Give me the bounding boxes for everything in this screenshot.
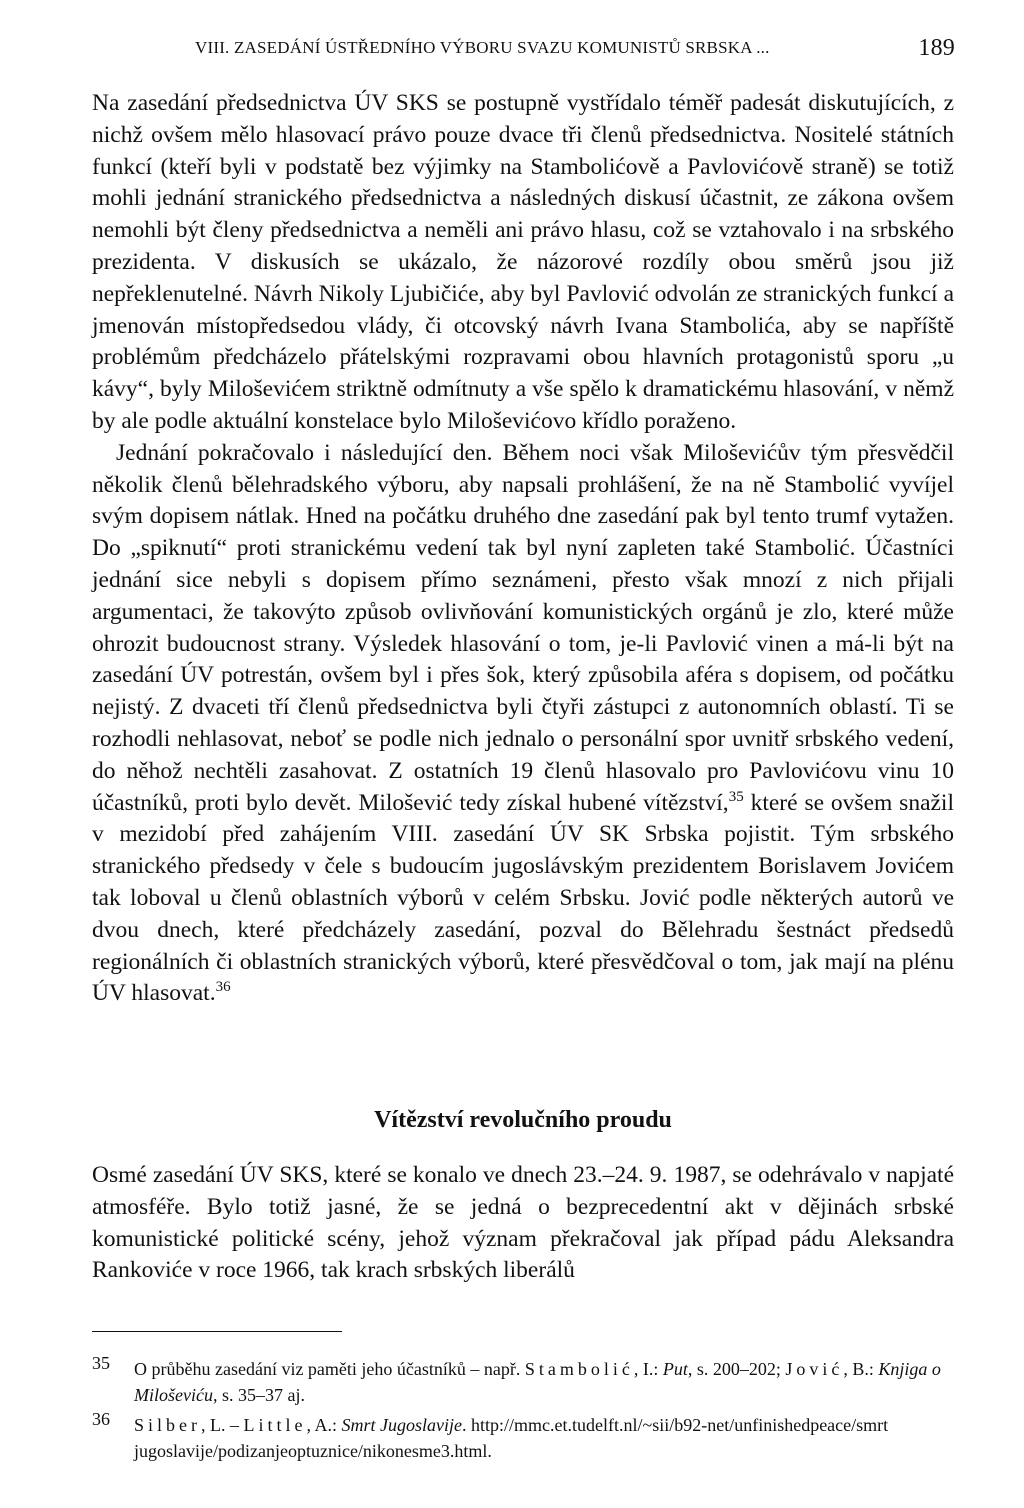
footnote-title: Put — [662, 1359, 688, 1379]
footnote-36 — [92, 1409, 954, 1464]
footnote-divider — [92, 1331, 342, 1332]
footnote-text: , I.: — [633, 1359, 663, 1379]
section-1-body — [92, 88, 954, 1010]
footnote-ref-35[interactable]: 35 — [728, 788, 744, 805]
footnote-text: , A.: — [306, 1415, 342, 1435]
footnote-text: , s. 35–37 aj. — [212, 1385, 305, 1405]
footnote-number: 35 — [92, 1353, 110, 1373]
paragraph-2 — [92, 438, 954, 1010]
paragraph-2-tail: které se ovšem snažil v mezidobí před zahájením VIII. zasedání ÚV SK Srbska pojistit. Tým srbského stranického předsedy v čele s budoucím jugoslávským prezidentem Borislavem Jovićem tak loboval u členů oblastních výborů v celém Srbsku. Jović podle některých autorů ve dvou dnech, které předcházely zasedání, pozval do Bělehradu šestnáct předsedů regionálních či oblastních stranických výborů, které přesvědčoval o tom, jak mají na plénu ÚV hlasovat. — [92, 789, 954, 1007]
page-number: 189 — [918, 35, 955, 61]
footnotes — [92, 1353, 954, 1468]
footnote-text: , s. 200–202; — [687, 1359, 786, 1379]
footnote-author: Silber — [134, 1415, 201, 1435]
footnote-author: Jović — [785, 1359, 844, 1379]
paragraph-1: Na zasedání předsednictva ÚV SKS se postupně vystřídalo téměř padesát diskutujících, z nichž ovšem mělo hlasovací právo pouze dvace tři členů předsednictva. Nositelé státních funkcí (kteří byli v podstatě bez výjimky na Stambolićově a Pavlovićově straně) se totiž mohli jednání stranického předsednictva a následných diskusí účastnit, ze zákona ovšem nemohli být členy předsednictva a neměli ani právo hlasu, což se vztahovalo i na srbského prezidenta. V diskusích se ukázalo, že názorové rozdíly obou směrů jsou již nepřeklenutelné. Návrh Nikoly Ljubičiće, aby byl Pavlović odvolán ze stranických funkcí a jmenován místopředsedou vlády, či otcovský návrh Ivana Stambolića, aby se napříště problémům předcházelo přátelskými rozpravami obou hlavních protagonistů sporu „u kávy“, byly Miloševićem striktně odmítnuty a vše spělo k dramatickému hlasování, v němž by ale podle aktuální konstelace bylo Miloševićovo křídlo poraženo. — [92, 90, 954, 434]
footnote-text: , B.: — [843, 1359, 879, 1379]
footnote-url[interactable]: . http://mmc.et.tudelft.nl/~sii/b92-net/unfinishedpeace/smrt jugoslavije/podizanjeoptuznice/nikonesme3.html. — [134, 1415, 889, 1461]
section-heading: Vítězství revolučního proudu — [374, 1107, 672, 1133]
section-2-body — [92, 1160, 954, 1287]
footnote-number: 36 — [92, 1409, 110, 1429]
footnote-author: Little — [243, 1415, 307, 1435]
paragraph-2-text: Jednání pokračovalo i následující den. Během noci však Miloševićův tým přesvědčil několik členů bělehradského výboru, aby napsali prohlášení, že na ně Stambolić vyvíjel svým dopisem nátlak. Hned na počátku druhého dne zasedání pak byl tento trumf vytažen. Do „spiknutí“ proti stranickému vedení tak byl nyní zapleten také Stambolić. Účastníci jednání sice nebyli s dopisem přímo seznámeni, přesto však mnozí z nich přijali argumentaci, že takovýto způsob ovlivňování komunistických orgánů je zlo, které může ohrozit budoucnost strany. Výsledek hlasování o tom, je-li Pavlović vinen a má-li být na zasedání ÚV potrestán, ovšem byl i přes šok, který způsobila aféra s dopisem, od počátku nejistý. Z dvaceti tří členů předsednictva byli čtyři zástupci z autonomních oblastí. Ti se rozhodli nehlasovat, neboť se podle nich jednalo o personální spor uvnitř srbského vedení, do něhož nechtěli zasahovat. Z ostatních 19 členů hlasovalo pro Pavlovićovu vinu 10 účastníků, proti bylo devět. Milošević tedy získal hubené vítězství, — [92, 439, 954, 816]
footnote-text: O průběhu zasedání viz paměti jeho účastníků – např. — [134, 1359, 525, 1379]
footnote-author: Stambolić — [524, 1359, 634, 1379]
running-title: VIII. ZASEDÁNÍ ÚSTŘEDNÍHO VÝBORU SVAZU KOMUNISTŮ SRBSKA ... — [195, 38, 770, 57]
running-header — [195, 35, 955, 64]
footnote-35 — [92, 1353, 954, 1408]
footnote-title: Knjiga o Miloševiću — [134, 1359, 941, 1405]
footnote-text: , L. – — [201, 1415, 244, 1435]
footnote-ref-36[interactable]: 36 — [215, 979, 231, 996]
paragraph-3: Osmé zasedání ÚV SKS, které se konalo ve dnech 23.–24. 9. 1987, se odehrávalo v napjaté atmosféře. Bylo totiž jasné, že se jedná o bezprecedentní akt v dějinách srbské komunistické politické scény, jehož význam překračoval jak případ pádu Aleksandra Rankoviće v roce 1966, tak krach srbských liberálů — [92, 1162, 954, 1284]
footnote-title: Smrt Jugoslavije — [341, 1415, 462, 1435]
